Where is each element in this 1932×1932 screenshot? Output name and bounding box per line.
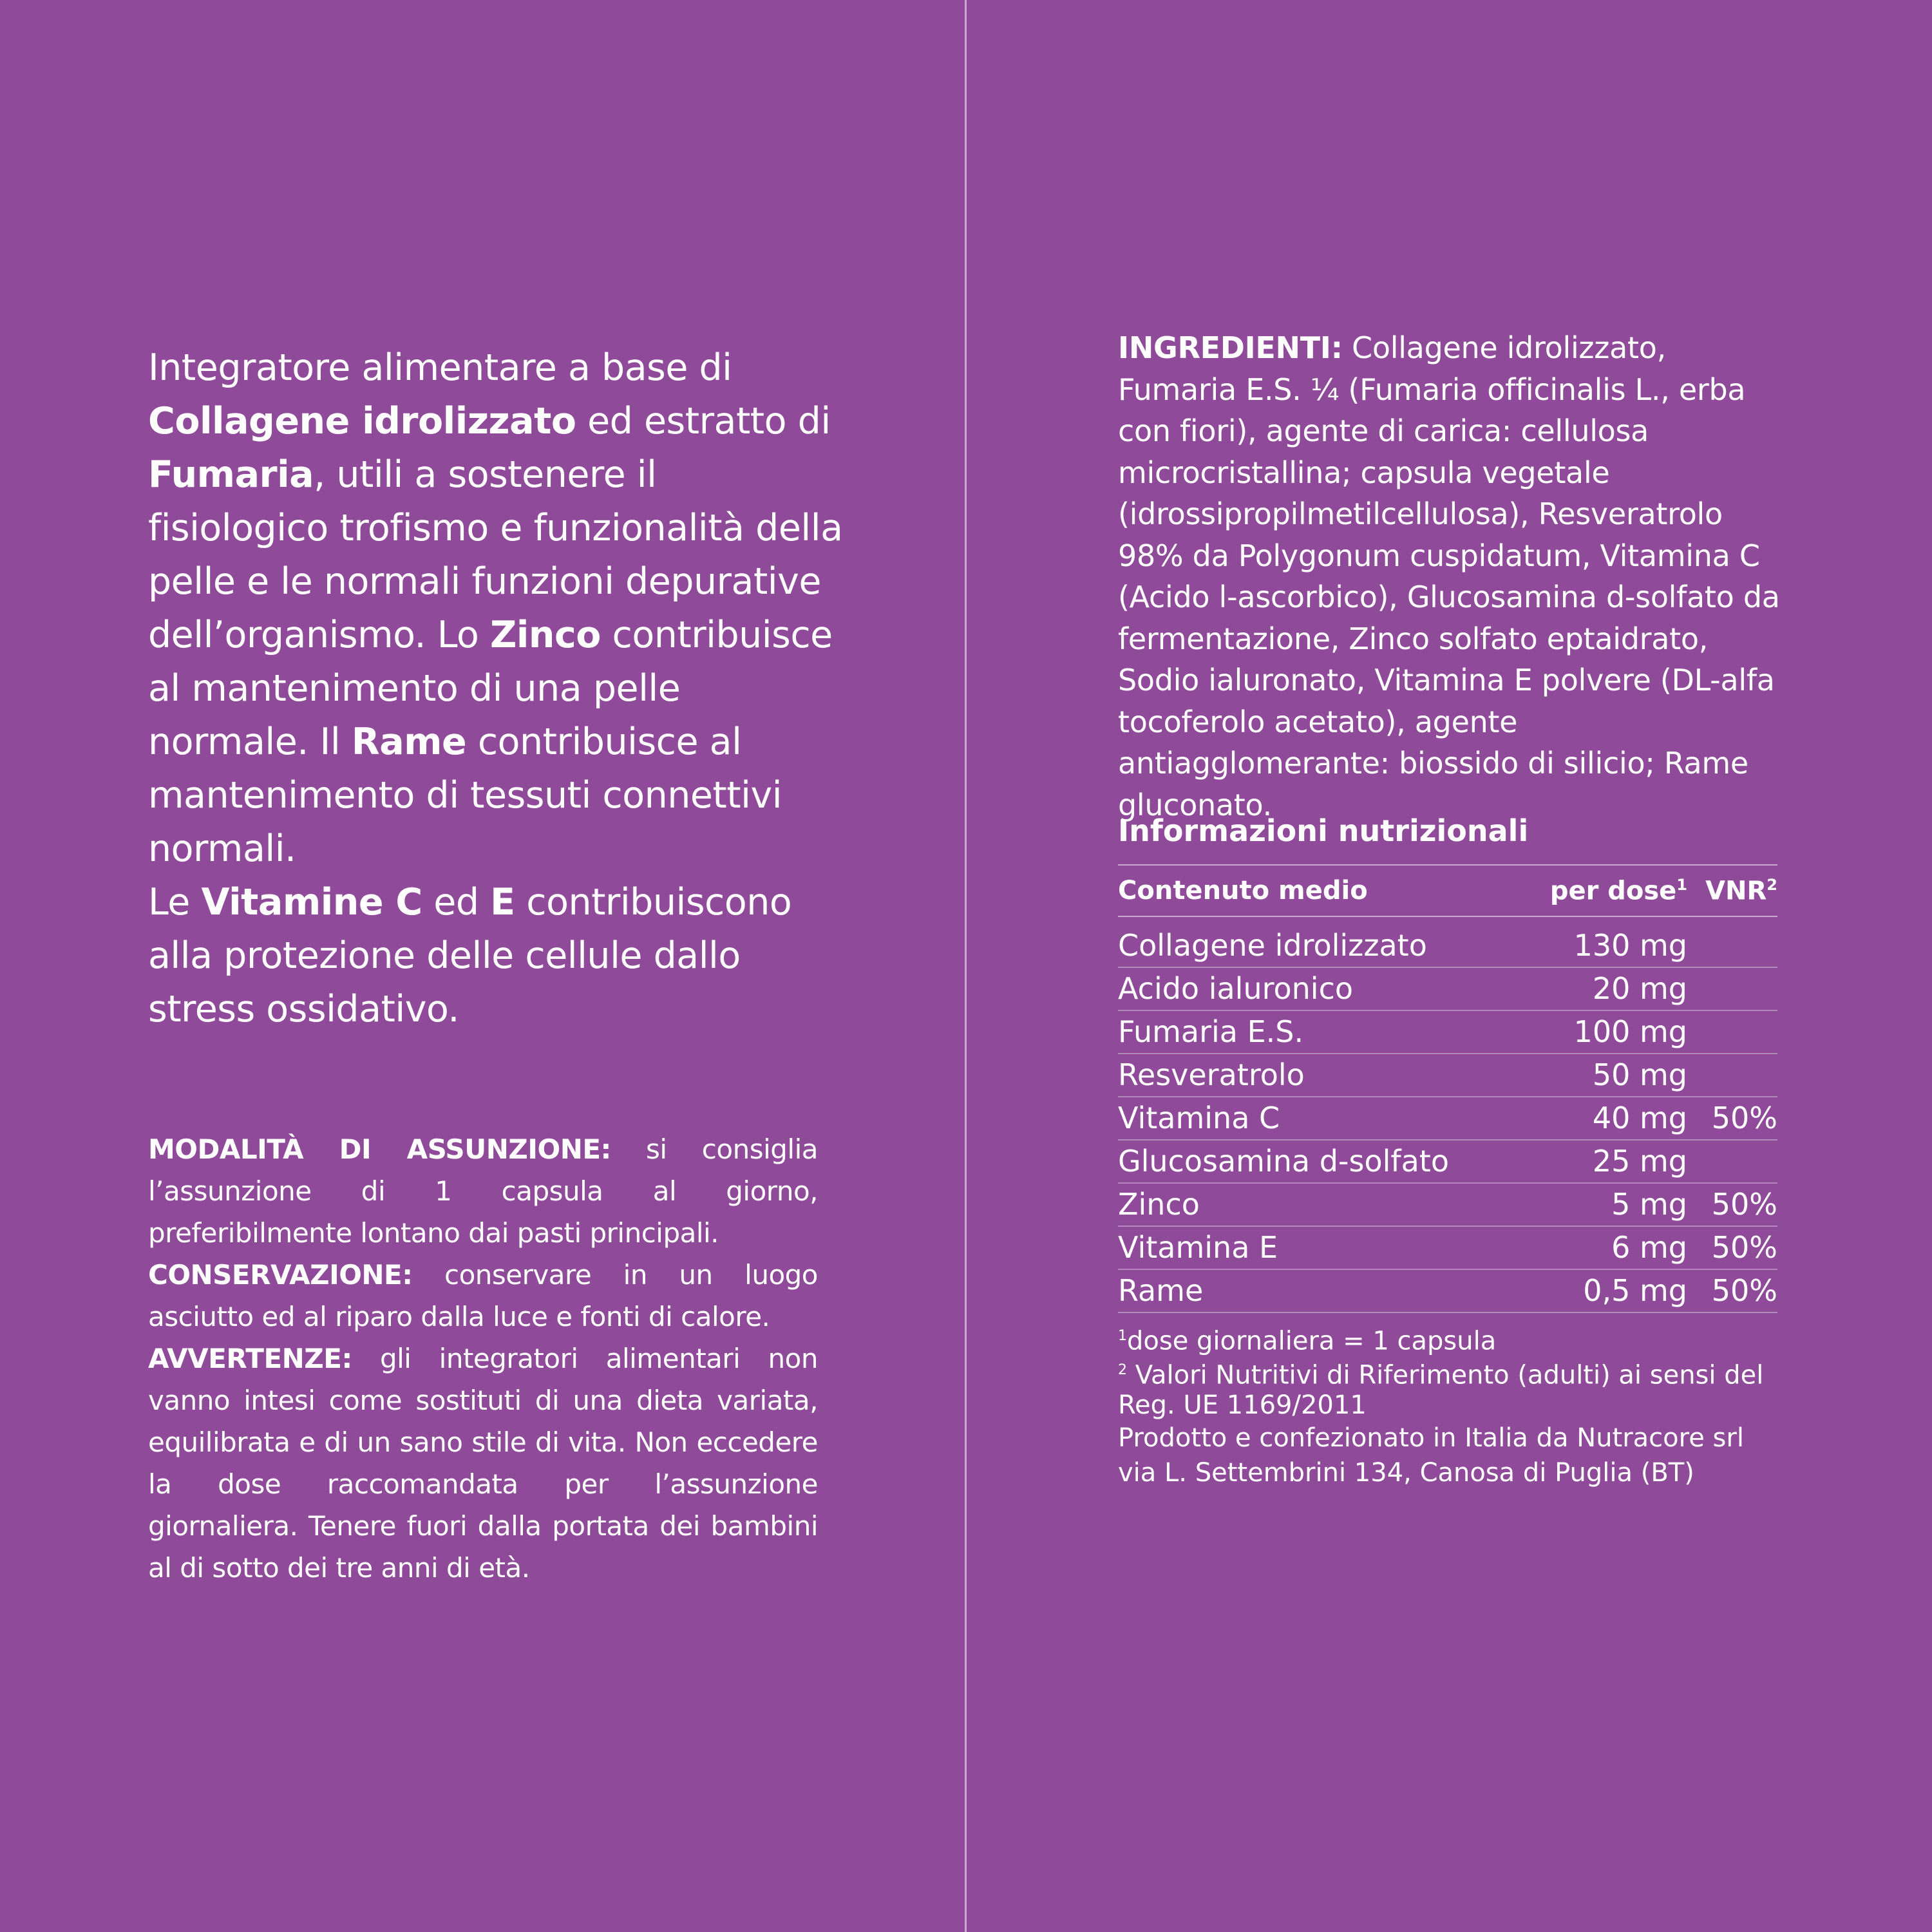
footnote-2-marker: 2 [1118,1362,1127,1379]
footnote-marker-1: 1 [1676,875,1687,894]
nutrient-vnr [1687,1054,1777,1097]
column-header-vnr-label: VNR [1705,876,1767,906]
table-row [1118,1269,1777,1312]
intro-text: contribuiscono alla protezione delle cellule dallo stress ossidativo. [148,881,792,1030]
footnotes [1118,1321,1781,1420]
intro-text: Integratore alimentare a base di [148,346,732,389]
intro-text: Le [148,881,202,923]
footnote-marker-2: 2 [1766,875,1777,894]
intro-highlight-vitamine-c: Vitamine C [201,881,422,923]
intro-highlight-e: E [490,881,515,923]
table-row [1118,967,1777,1010]
ingredients-label: INGREDIENTI: [1118,330,1343,365]
intro-highlight-fumaria: Fumaria [148,453,314,496]
nutrient-dose: 5 mg [1539,1183,1687,1226]
modalita-text: si consiglia l’assunzione di 1 capsula al giorno, preferibilmente lontano dai pasti principali. [148,1133,818,1249]
nutrient-name: Rame [1118,1269,1539,1312]
producer-line-1: Prodotto e confezionato in Italia da Nutracore srl [1118,1423,1744,1453]
nutrient-dose: 100 mg [1539,1010,1687,1054]
nutrient-vnr: 50% [1687,1097,1777,1140]
table-row [1118,1140,1777,1183]
intro-text: ed estratto di [576,400,831,442]
nutrient-name: Fumaria E.S. [1118,1010,1539,1054]
intro-highlight-rame: Rame [351,721,467,763]
nutrient-dose: 40 mg [1539,1097,1687,1140]
footnote-2-text: Valori Nutritivi di Riferimento (adulti) ai sensi del Reg. UE 1169/2011 [1118,1360,1764,1420]
footnote-1-marker: 1 [1118,1328,1127,1344]
intro-text: , utili a sostenere il fisiologico trofismo e funzionalità della pelle e le normali funzioni depurative dell’organismo. Lo [148,453,843,656]
table-row [1118,1054,1777,1097]
ingredients-text: Collagene idrolizzato, Fumaria E.S. ¼ (Fumaria officinalis L., erba con fiori), agente di carica: cellulosa microcristallina; capsula vegetale (idrossipropilmetilcellulosa), Resveratrolo 98% da Polygonum cuspidatum, Vitamina C (Acido l-ascorbico), Glucosamina d-solfato da fermentazione, Zinco solfato eptaidrato, Sodio ialuronato, Vitamina E polvere (DL-alfa tocoferolo acetato), agente antiagglomerante: biossido di silicio; Rame gluconato. [1118,330,1780,822]
nutrient-name: Collagene idrolizzato [1118,916,1539,967]
product-description [148,341,844,1036]
nutrient-name: Vitamina C [1118,1097,1539,1140]
nutrient-name: Glucosamina d-solfato [1118,1140,1539,1183]
modalita-section [148,1128,818,1254]
column-header-dose-label: per dose [1549,876,1677,906]
table-row [1118,1226,1777,1269]
intro-text: contribuisce al mantenimento di una pelle normale. Il [148,614,833,763]
intro-highlight-zinco: Zinco [490,614,601,656]
conservazione-text: conservare in un luogo asciutto ed al riparo dalla luce e fonti di calore. [148,1259,818,1332]
nutrient-name: Acido ialuronico [1118,967,1539,1010]
avvertenze-label: AVVERTENZE: [148,1343,352,1374]
left-panel [0,0,965,1932]
producer-line-2: via L. Settembrini 134, Canosa di Puglia (BT) [1118,1458,1694,1488]
nutrient-vnr: 50% [1687,1226,1777,1269]
table-row [1118,1097,1777,1140]
nutrient-vnr [1687,1010,1777,1054]
ingredients-list [1118,327,1781,826]
column-header-dose [1539,865,1687,916]
avvertenze-text: gli integratori alimentari non vanno intesi come sostituti di una dieta variata, equilibrata e di un sano stile di vita. Non eccedere la dose raccomandata per l’assunzione giornaliera. Tenere fuori dalla portata dei bambini al di sotto dei tre anni di età. [148,1343,818,1584]
nutrient-vnr [1687,967,1777,1010]
table-row [1118,916,1777,967]
nutrient-dose: 20 mg [1539,967,1687,1010]
table-row [1118,1183,1777,1226]
nutrient-dose: 6 mg [1539,1226,1687,1269]
nutrition-table [1118,864,1777,1313]
right-panel [967,0,1932,1932]
nutrient-vnr: 50% [1687,1269,1777,1312]
nutrient-name: Zinco [1118,1183,1539,1226]
nutrient-dose: 25 mg [1539,1140,1687,1183]
modalita-label: MODALITÀ DI ASSUNZIONE: [148,1133,611,1165]
table-row [1118,1010,1777,1054]
avvertenze-section [148,1338,818,1589]
nutrient-name: Vitamina E [1118,1226,1539,1269]
nutrient-vnr [1687,1140,1777,1183]
column-header-vnr [1687,865,1777,916]
footnote-2 [1118,1356,1781,1419]
fold-divider [965,0,967,1932]
nutrient-dose: 0,5 mg [1539,1269,1687,1312]
intro-text: contribuisce al mantenimento di tessuti connettivi normali. [148,721,782,870]
nutrient-dose: 50 mg [1539,1054,1687,1097]
nutrient-name: Resveratrolo [1118,1054,1539,1097]
column-header-name-label: Contenuto medio [1118,876,1368,905]
nutrition-header-row [1118,865,1777,916]
intro-text: ed [422,881,491,923]
conservazione-label: CONSERVAZIONE: [148,1259,413,1291]
usage-instructions [148,1128,818,1589]
column-header-name [1118,865,1539,916]
nutrient-vnr [1687,916,1777,967]
footnote-1 [1118,1321,1781,1356]
producer-info [1118,1421,1781,1490]
nutrient-vnr: 50% [1687,1183,1777,1226]
nutrition-title: Informazioni nutrizionali [1118,813,1529,848]
nutrient-dose: 130 mg [1539,916,1687,967]
conservazione-section [148,1254,818,1338]
footnote-1-text: dose giornaliera = 1 capsula [1127,1326,1497,1356]
intro-highlight-collagene: Collagene idrolizzato [148,400,576,442]
